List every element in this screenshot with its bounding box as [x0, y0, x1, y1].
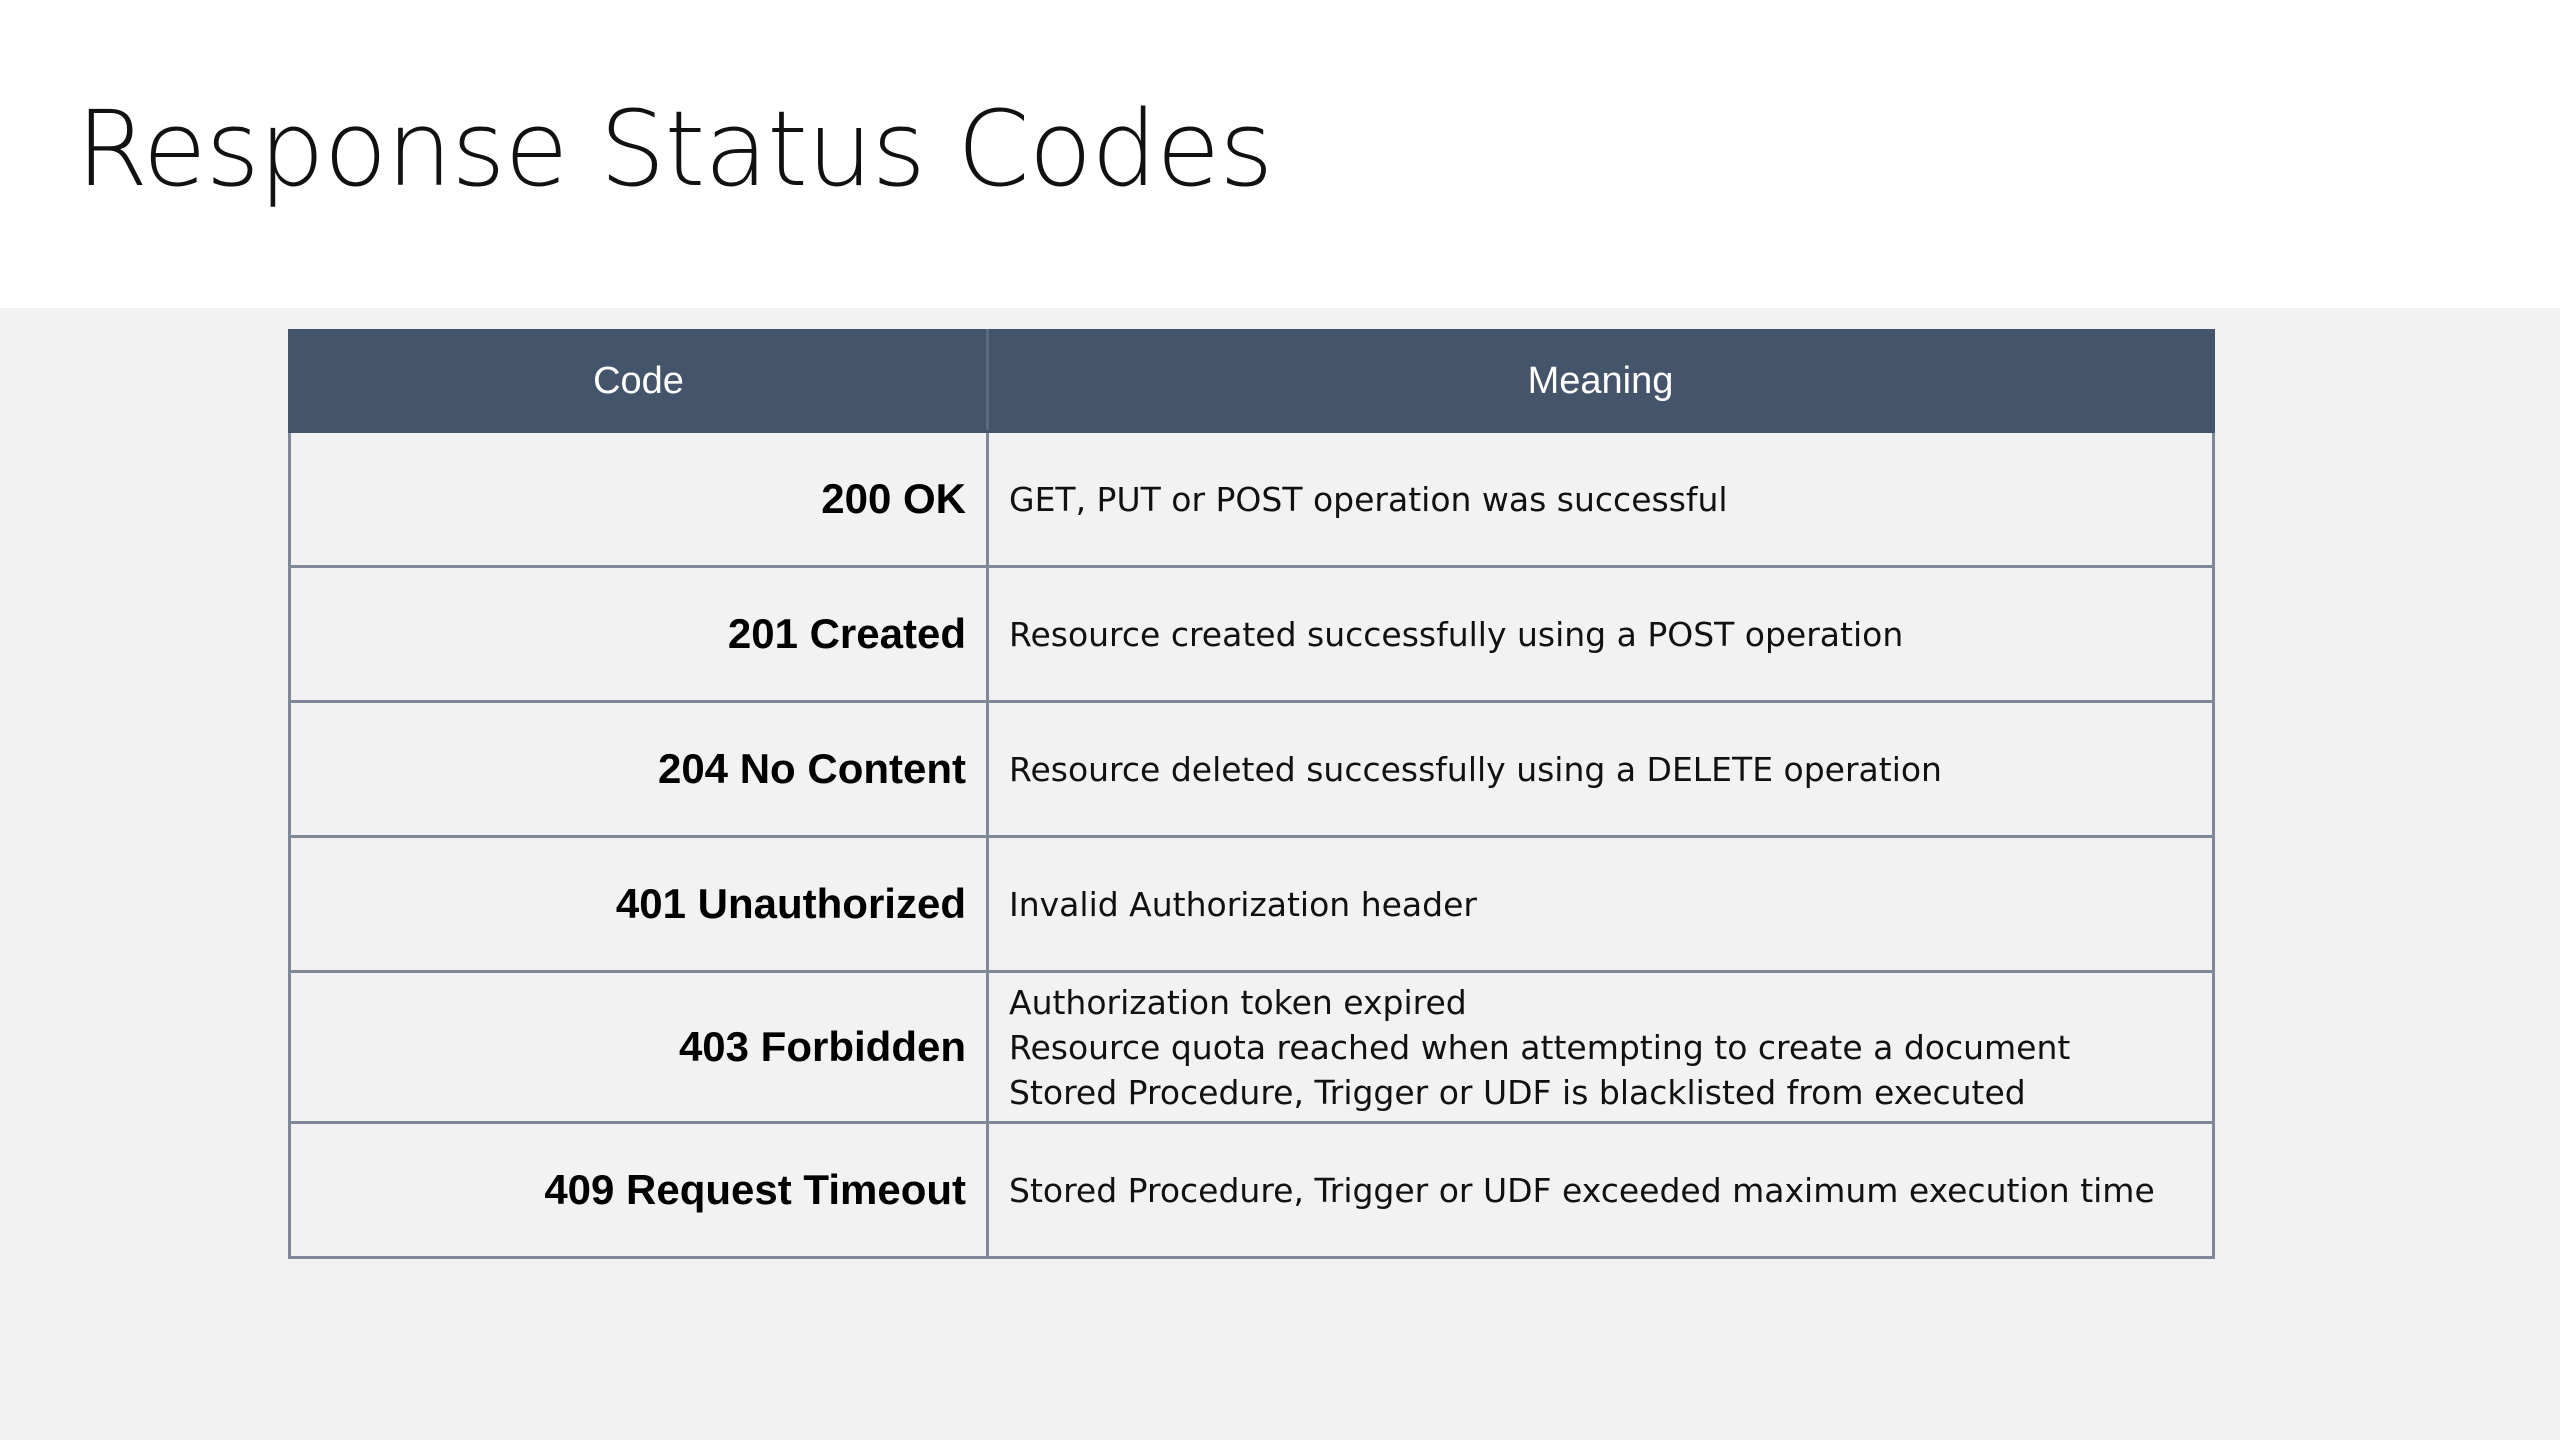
status-code-cell: 403 Forbidden: [290, 972, 988, 1123]
slide-title: Response Status Codes: [76, 88, 1273, 210]
status-codes-table: [288, 329, 2215, 1259]
table-row: [290, 837, 2214, 972]
column-header-meaning: Meaning: [988, 331, 2214, 432]
meaning-line: GET, PUT or POST operation was successful: [1009, 479, 1728, 519]
status-code-cell: 204 No Content: [290, 702, 988, 837]
meaning-cell: [988, 972, 2214, 1123]
column-header-code: Code: [290, 331, 988, 432]
meaning-cell: [988, 1123, 2214, 1258]
table-row: [290, 567, 2214, 702]
status-code-cell: 200 OK: [290, 432, 988, 567]
meaning-line: Stored Procedure, Trigger or UDF is blacklisted from executed: [1009, 1072, 2026, 1112]
meaning-line: Resource created successfully using a POST operation: [1009, 614, 1904, 654]
meaning-cell: [988, 432, 2214, 567]
meaning-cell: [988, 567, 2214, 702]
status-code-cell: 409 Request Timeout: [290, 1123, 988, 1258]
meaning-line: Resource quota reached when attempting to create a document: [1009, 1027, 2071, 1067]
meaning-line: Stored Procedure, Trigger or UDF exceeded maximum execution time: [1009, 1170, 2155, 1210]
status-code-cell: 401 Unauthorized: [290, 837, 988, 972]
meaning-cell: [988, 702, 2214, 837]
table-row: [290, 972, 2214, 1123]
table-row: [290, 702, 2214, 837]
table-header-row: [290, 331, 2214, 432]
meaning-line: Invalid Authorization header: [1009, 884, 1477, 924]
meaning-line: Resource deleted successfully using a DELETE operation: [1009, 749, 1942, 789]
meaning-line: Authorization token expired: [1009, 982, 1467, 1022]
meaning-cell: [988, 837, 2214, 972]
status-code-cell: 201 Created: [290, 567, 988, 702]
title-area: [0, 0, 2560, 308]
table-row: [290, 432, 2214, 567]
table-row: [290, 1123, 2214, 1258]
